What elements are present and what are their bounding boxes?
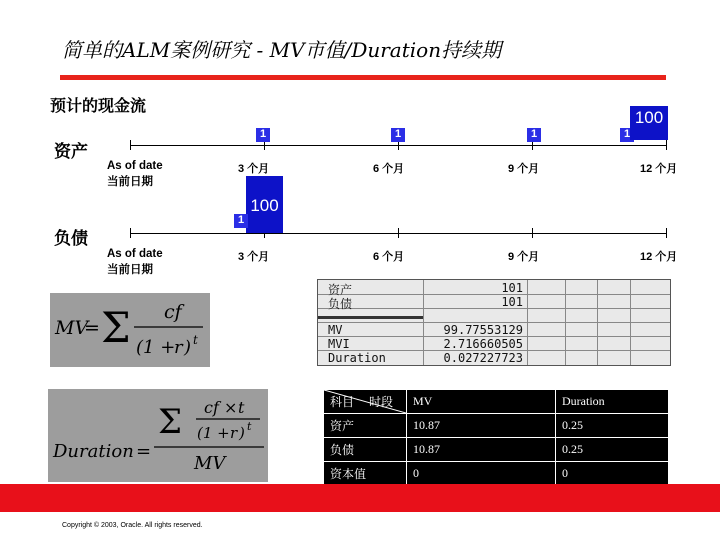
svg-text:Duration: Duration — [53, 441, 134, 462]
svg-text:r: r — [174, 337, 183, 358]
table-header-row — [324, 390, 669, 414]
liabilities-axis-9m: 9 个月 — [508, 251, 540, 263]
liabilities-tick-0 — [130, 228, 131, 238]
cell-duration: 0.25 — [556, 438, 669, 462]
svg-text:cf: cf — [164, 301, 182, 323]
svg-text:MV: MV — [194, 453, 226, 474]
liabilities-tick-6m — [398, 228, 399, 238]
header-duration: Duration — [556, 390, 669, 414]
svg-text:×: × — [224, 398, 238, 417]
svg-text:Σ: Σ — [101, 303, 131, 352]
assets-axis-9m: 9 个月 — [508, 163, 540, 175]
assets-axis-3m: 3 个月 — [238, 163, 270, 175]
as-of-label-cn: 当前日期 — [107, 264, 153, 276]
ss-label: 资产 — [328, 283, 353, 297]
assets-cashflow-6m: 1 — [391, 128, 405, 142]
assets-axis-6m: 6 个月 — [373, 163, 405, 175]
assets-cashflow-3m: 1 — [256, 128, 270, 142]
assets-axis-12m: 12 个月 — [640, 163, 678, 175]
assets-tick-0 — [130, 140, 131, 150]
liabilities-tick-12m — [666, 228, 667, 238]
footer-accent-bar — [0, 484, 720, 512]
liabilities-axis-12m: 12 个月 — [640, 251, 678, 263]
cell-duration: 0.25 — [556, 414, 669, 438]
ss-value: 0.027227723 — [443, 351, 523, 365]
table-row — [324, 438, 669, 462]
header-subject: 科目 — [330, 395, 355, 409]
svg-text:cf: cf — [204, 398, 219, 417]
ss-label: MVI — [328, 337, 350, 351]
assets-cashflow-12m: 1 — [620, 128, 634, 142]
svg-text:): ) — [184, 337, 192, 358]
header-cell-subject-period — [324, 390, 407, 414]
cell-subject: 资本值 — [324, 462, 407, 486]
svg-text:Σ: Σ — [158, 402, 183, 442]
title-underline — [60, 75, 666, 80]
assets-principal-12m: 100 — [630, 106, 668, 140]
mv-formula-graphic — [50, 293, 210, 367]
ss-value: 101 — [501, 281, 523, 295]
duration-formula-graphic — [48, 389, 268, 482]
svg-text:(1 +: (1 + — [136, 337, 176, 358]
svg-text:r: r — [230, 424, 238, 442]
cell-mv: 10.87 — [407, 438, 556, 462]
as-of-label: As of date — [107, 248, 163, 260]
assets-cashflow-9m: 1 — [527, 128, 541, 142]
copyright-notice: Copyright © 2003, Oracle. All rights reserved. — [62, 522, 203, 529]
ss-label: 负债 — [328, 297, 353, 311]
liabilities-label: 负债 — [54, 229, 88, 248]
svg-text:t: t — [193, 333, 198, 347]
assets-tick-12m — [666, 140, 667, 150]
liabilities-principal-3m: 100 — [246, 176, 283, 233]
assets-as-of-date — [107, 158, 163, 190]
spreadsheet — [317, 279, 671, 366]
liabilities-axis-6m: 6 个月 — [373, 251, 405, 263]
ss-label: MV — [328, 323, 343, 337]
liabilities-as-of-date — [107, 246, 163, 278]
mv-formula — [50, 293, 210, 367]
svg-text:=: = — [136, 441, 152, 462]
liabilities-cashflow-3m: 1 — [234, 214, 248, 228]
ss-thick-divider — [318, 316, 423, 319]
liabilities-axis-3m: 3 个月 — [238, 251, 270, 263]
table-row — [324, 462, 669, 486]
cell-mv: 10.87 — [407, 414, 556, 438]
header-mv: MV — [407, 390, 556, 414]
as-of-label-cn: 当前日期 — [107, 176, 153, 188]
ss-label: Duration — [328, 351, 386, 365]
section-title: 预计的现金流 — [50, 98, 147, 115]
cell-mv: 0 — [407, 462, 556, 486]
ss-value: 101 — [501, 295, 523, 309]
cell-duration: 0 — [556, 462, 669, 486]
svg-text:): ) — [239, 424, 245, 442]
as-of-label: As of date — [107, 160, 163, 172]
svg-text:MV: MV — [55, 317, 89, 339]
svg-text:=: = — [84, 317, 100, 339]
cell-subject: 负债 — [324, 438, 407, 462]
cell-subject: 资产 — [324, 414, 407, 438]
duration-formula — [48, 389, 268, 482]
assets-label: 资产 — [54, 142, 88, 161]
table-row — [324, 414, 669, 438]
header-period: 时段 — [369, 395, 394, 409]
svg-text:t: t — [238, 398, 245, 417]
ss-value: 99.77553129 — [443, 323, 523, 337]
result-table — [323, 389, 669, 486]
svg-text:t: t — [247, 420, 252, 433]
liabilities-tick-9m — [532, 228, 533, 238]
svg-text:(1 +: (1 + — [197, 424, 230, 442]
ss-value: 2.716660505 — [443, 337, 523, 351]
slide-title: 简单的ALM案例研究 - MV市值/Duration持续期 — [62, 38, 502, 62]
